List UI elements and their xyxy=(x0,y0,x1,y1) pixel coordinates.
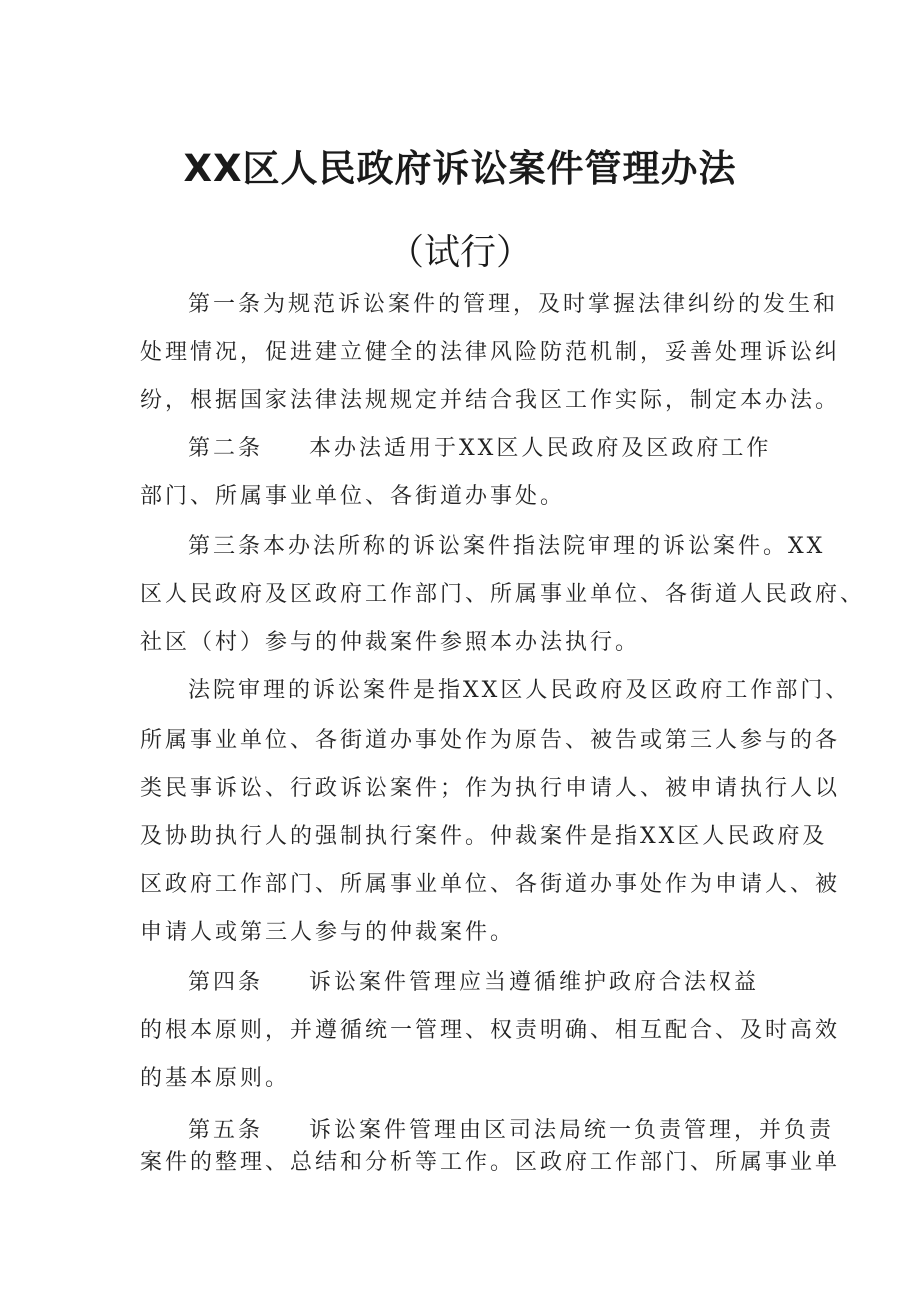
paragraph-line: 法院审理的诉讼案件是指XX区人民政府及区政府工作部门、 xyxy=(188,678,851,703)
article-label: 第四条 xyxy=(188,970,264,995)
document-title: XX区人民政府诉讼案件管理办法 xyxy=(183,147,737,190)
paragraph-line: 的根本原则，并遵循统一管理、权责明确、相互配合、及时高效 xyxy=(140,1018,841,1043)
paragraph-line: 类民事诉讼、行政诉讼案件；作为执行申请人、被申请执行人以 xyxy=(140,776,841,801)
paragraph-line: 区政府工作部门、所属事业单位、各街道办事处作为申请人、被 xyxy=(140,872,841,897)
paragraph-line: 案件的整理、总结和分析等工作。区政府工作部门、所属事业单 xyxy=(140,1150,841,1175)
document-subtitle: （试行） xyxy=(387,232,532,273)
paragraph-line: 社区（村）参与的仲裁案件参照本办法执行。 xyxy=(140,630,641,655)
article-5-line xyxy=(188,1116,848,1146)
article-4-line xyxy=(188,968,848,998)
paragraph-line: 第三条本办法所称的诉讼案件指法院审理的诉讼案件。XX xyxy=(188,534,826,559)
article-text: 诉讼案件管理应当遵循维护政府合法权益 xyxy=(309,970,760,995)
paragraph-line: 处理情况，促进建立健全的法律风险防范机制，妥善处理诉讼纠 xyxy=(140,340,841,365)
paragraph-line: 区人民政府及区政府工作部门、所属事业单位、各街道人民政府、 xyxy=(140,582,866,607)
paragraph-line: 第一条为规范诉讼案件的管理，及时掌握法律纠纷的发生和 xyxy=(188,292,839,317)
paragraph-line: 所属事业单位、各街道办事处作为原告、被告或第三人参与的各 xyxy=(140,728,841,753)
paragraph-line: 纷，根据国家法律法规规定并结合我区工作实际，制定本办法。 xyxy=(140,388,841,413)
paragraph-line: 申请人或第三人参与的仲裁案件。 xyxy=(140,920,516,945)
paragraph-line: 及协助执行人的强制执行案件。仲裁案件是指XX区人民政府及 xyxy=(140,824,828,849)
article-label: 第二条 xyxy=(188,436,264,461)
paragraph-line: 部门、所属事业单位、各街道办事处。 xyxy=(140,484,566,509)
article-label: 第五条 xyxy=(188,1118,264,1143)
article-text: 本办法适用于XX区人民政府及区政府工作 xyxy=(309,436,772,461)
paragraph-line: 的基本原则。 xyxy=(140,1066,291,1091)
article-text: 诉讼案件管理由区司法局统一负责管理，并负责 xyxy=(309,1118,835,1143)
article-2-line xyxy=(188,434,848,464)
